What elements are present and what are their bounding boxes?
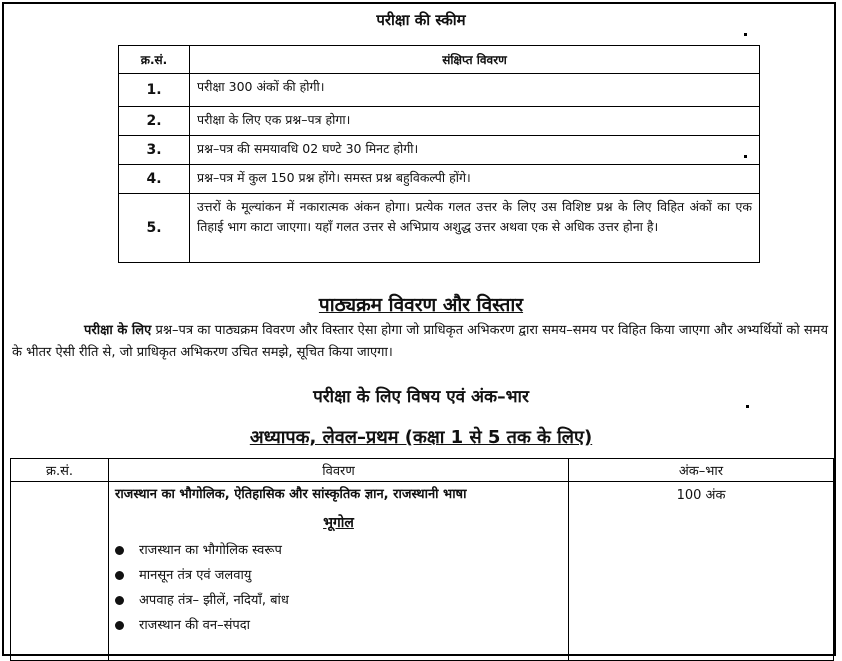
list-item <box>115 613 562 638</box>
scheme-title: परीक्षा की स्कीम <box>376 11 466 29</box>
level-title: अध्यापक, लेवल–प्रथम (कक्षा 1 से 5 तक के लिए) <box>249 427 593 448</box>
scheme-row-number: 4. <box>119 165 190 194</box>
scan-speck <box>744 33 747 36</box>
scheme-row-text: उत्तरों के मूल्यांकन में नकारात्मक अंकन होगा। प्रत्येक गलत उत्तर के लिए उस विशिष्ट प्रश्न के लिए विहित अंकों का एक तिहाई भाग काटा जाएगा। यहाँ गलत उत्तर से अभिप्राय अशुद्ध उत्तर अथवा एक से अधिक उत्तर होना है। <box>190 194 760 263</box>
scheme-row-text: परीक्षा 300 अंकों की होगी। <box>190 74 760 107</box>
syllabus-title: पाठ्यक्रम विवरण और विस्तार <box>318 294 524 316</box>
scheme-row-text: प्रश्न–पत्र में कुल 150 प्रश्न होंगे। समस्त प्रश्न बहुविकल्पी होंगे। <box>190 165 760 194</box>
scheme-row <box>119 194 760 263</box>
scheme-row <box>119 165 760 194</box>
bullet-icon <box>115 546 124 555</box>
subjects-row-body <box>109 482 569 661</box>
scheme-header-sno: क्र.सं. <box>119 46 190 74</box>
scheme-row-number: 3. <box>119 136 190 165</box>
bullet-icon <box>115 621 124 630</box>
list-item <box>115 538 562 563</box>
subjects-header-desc: विवरण <box>109 459 569 482</box>
subjects-title: परीक्षा के लिए विषय एवं अंक–भार <box>313 387 529 407</box>
syllabus-text: प्रश्न–पत्र का पाठ्यक्रम विवरण और विस्तार ऐसा होगा जो प्राधिकृत अभिकरण द्वारा समय–समय पर विहित किया जाएगा और अभ्यर्थियों को समय के भीतर ऐसी रीति से, जो प्राधिकृत अभिकरण उचित समझे, सूचित किया जाएगा। <box>12 323 828 360</box>
subjects-header-row <box>11 459 834 482</box>
scheme-row-number: 2. <box>119 107 190 136</box>
topic-list <box>115 538 562 638</box>
subject-heading: राजस्थान का भौगोलिक, ऐतिहासिक और सांस्कृतिक ज्ञान, राजस्थानी भाषा <box>115 487 467 502</box>
scheme-row-text: परीक्षा के लिए एक प्रश्न–पत्र होगा। <box>190 107 760 136</box>
bullet-icon <box>115 596 124 605</box>
scheme-row <box>119 136 760 165</box>
scheme-header-row <box>119 46 760 74</box>
scheme-row <box>119 107 760 136</box>
subjects-row-marks: 100 अंक <box>569 482 834 661</box>
topic-text: राजस्थान का भौगोलिक स्वरूप <box>139 543 282 558</box>
scheme-row-number: 5. <box>119 194 190 263</box>
list-item <box>115 588 562 613</box>
subjects-table <box>10 458 834 661</box>
syllabus-paragraph <box>12 320 828 364</box>
bullet-icon <box>115 571 124 580</box>
subjects-row <box>11 482 834 661</box>
scan-speck <box>746 405 749 408</box>
topic-text: राजस्थान की वन–संपदा <box>139 618 251 633</box>
scheme-row-number: 1. <box>119 74 190 107</box>
scan-speck <box>744 155 747 158</box>
topic-text: मानसून तंत्र एवं जलवायु <box>139 568 252 583</box>
scheme-table <box>118 45 760 263</box>
subjects-row-sno <box>11 482 109 661</box>
syllabus-lead: परीक्षा के लिए <box>84 323 152 338</box>
scheme-header-desc: संक्षिप्त विवरण <box>190 46 760 74</box>
topic-text: अपवाह तंत्र– झीलें, नदियाँ, बांध <box>139 593 289 608</box>
section-heading: भूगोल <box>323 515 354 531</box>
scheme-row-text: प्रश्न–पत्र की समयावधि 02 घण्टे 30 मिनट होगी। <box>190 136 760 165</box>
list-item <box>115 563 562 588</box>
subjects-header-marks: अंक–भार <box>569 459 834 482</box>
subjects-header-sno: क्र.सं. <box>11 459 109 482</box>
scheme-row <box>119 74 760 107</box>
